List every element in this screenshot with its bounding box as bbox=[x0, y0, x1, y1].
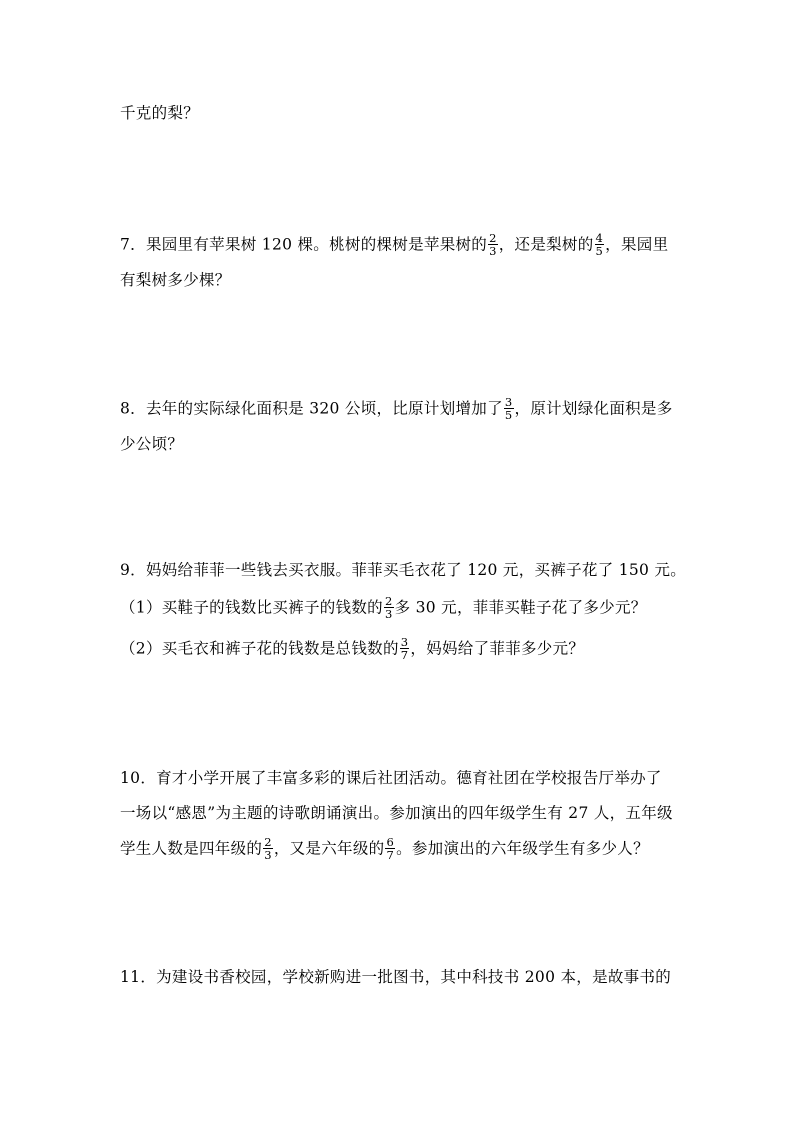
fraction bbox=[488, 232, 498, 257]
question-7-line-1 bbox=[120, 233, 668, 258]
text: 一场以“感恩”为主题的诗歌朗诵演出。参加演出的四年级学生有 27 人，五年级 bbox=[120, 804, 673, 822]
denominator: 3 bbox=[489, 244, 497, 258]
text: ，妈妈给了菲菲多少元？ bbox=[410, 639, 585, 658]
fraction bbox=[400, 636, 410, 661]
numerator: 2 bbox=[264, 835, 272, 849]
text: 学生人数是四年级的 bbox=[120, 839, 263, 858]
denominator: 5 bbox=[504, 408, 513, 422]
question-9-part-2 bbox=[120, 637, 584, 662]
text: ，还是梨树的 bbox=[498, 235, 594, 254]
numerator: 2 bbox=[489, 231, 497, 245]
denominator: 3 bbox=[384, 607, 393, 621]
text: ，果园里 bbox=[605, 235, 669, 254]
text: ，原计划绿化面积是多 bbox=[514, 399, 673, 418]
text: 9．妈妈给菲菲一些钱去买衣服。菲菲买毛衣花了 120 元，买裤子花了 150 元。 bbox=[120, 561, 687, 579]
question-7-line-2 bbox=[120, 270, 231, 290]
numerator: 4 bbox=[595, 231, 604, 245]
denominator: 3 bbox=[264, 848, 272, 862]
fraction bbox=[504, 396, 514, 421]
fraction bbox=[595, 232, 605, 257]
numerator: 6 bbox=[386, 835, 395, 849]
text: 8．去年的实际绿化面积是 320 公顷，比原计划增加了 bbox=[120, 399, 503, 418]
question-11-line-1 bbox=[120, 967, 671, 987]
question-8-line-1 bbox=[120, 397, 673, 422]
question-9-part-1 bbox=[120, 596, 647, 621]
numerator: 3 bbox=[400, 635, 409, 649]
text: 少公顷？ bbox=[120, 435, 184, 453]
text: 10．育才小学开展了丰富多彩的课后社团活动。德育社团在学校报告厅举办了 bbox=[120, 769, 662, 787]
text: 。参加演出的六年级学生有多少人？ bbox=[396, 839, 649, 858]
text: 多 30 元，菲菲买鞋子花了多少元？ bbox=[394, 598, 647, 617]
question-10-line-1 bbox=[120, 768, 662, 788]
numerator: 2 bbox=[384, 594, 393, 608]
fraction bbox=[385, 836, 395, 861]
question-10-line-3 bbox=[120, 837, 649, 862]
text: （1）买鞋子的钱数比买裤子的钱数的 bbox=[120, 598, 383, 617]
denominator: 7 bbox=[400, 648, 409, 662]
question-6-tail bbox=[120, 103, 199, 123]
text: 11．为建设书香校园，学校新购进一批图书，其中科技书 200 本，是故事书的 bbox=[120, 968, 672, 986]
question-9-line-1 bbox=[120, 560, 686, 580]
text: 有梨树多少棵？ bbox=[120, 271, 231, 289]
denominator: 5 bbox=[595, 244, 604, 258]
fraction bbox=[263, 836, 273, 861]
text: ，又是六年级的 bbox=[273, 839, 385, 858]
denominator: 7 bbox=[386, 848, 395, 862]
text: 千克的梨？ bbox=[120, 104, 200, 122]
fraction bbox=[384, 595, 394, 620]
text: 7．果园里有苹果树 120 棵。桃树的棵树是苹果树的 bbox=[120, 235, 488, 254]
question-8-line-2 bbox=[120, 434, 183, 454]
text: （2）买毛衣和裤子花的钱数是总钱数的 bbox=[120, 639, 399, 658]
question-10-line-2 bbox=[120, 803, 673, 823]
numerator: 3 bbox=[504, 395, 513, 409]
